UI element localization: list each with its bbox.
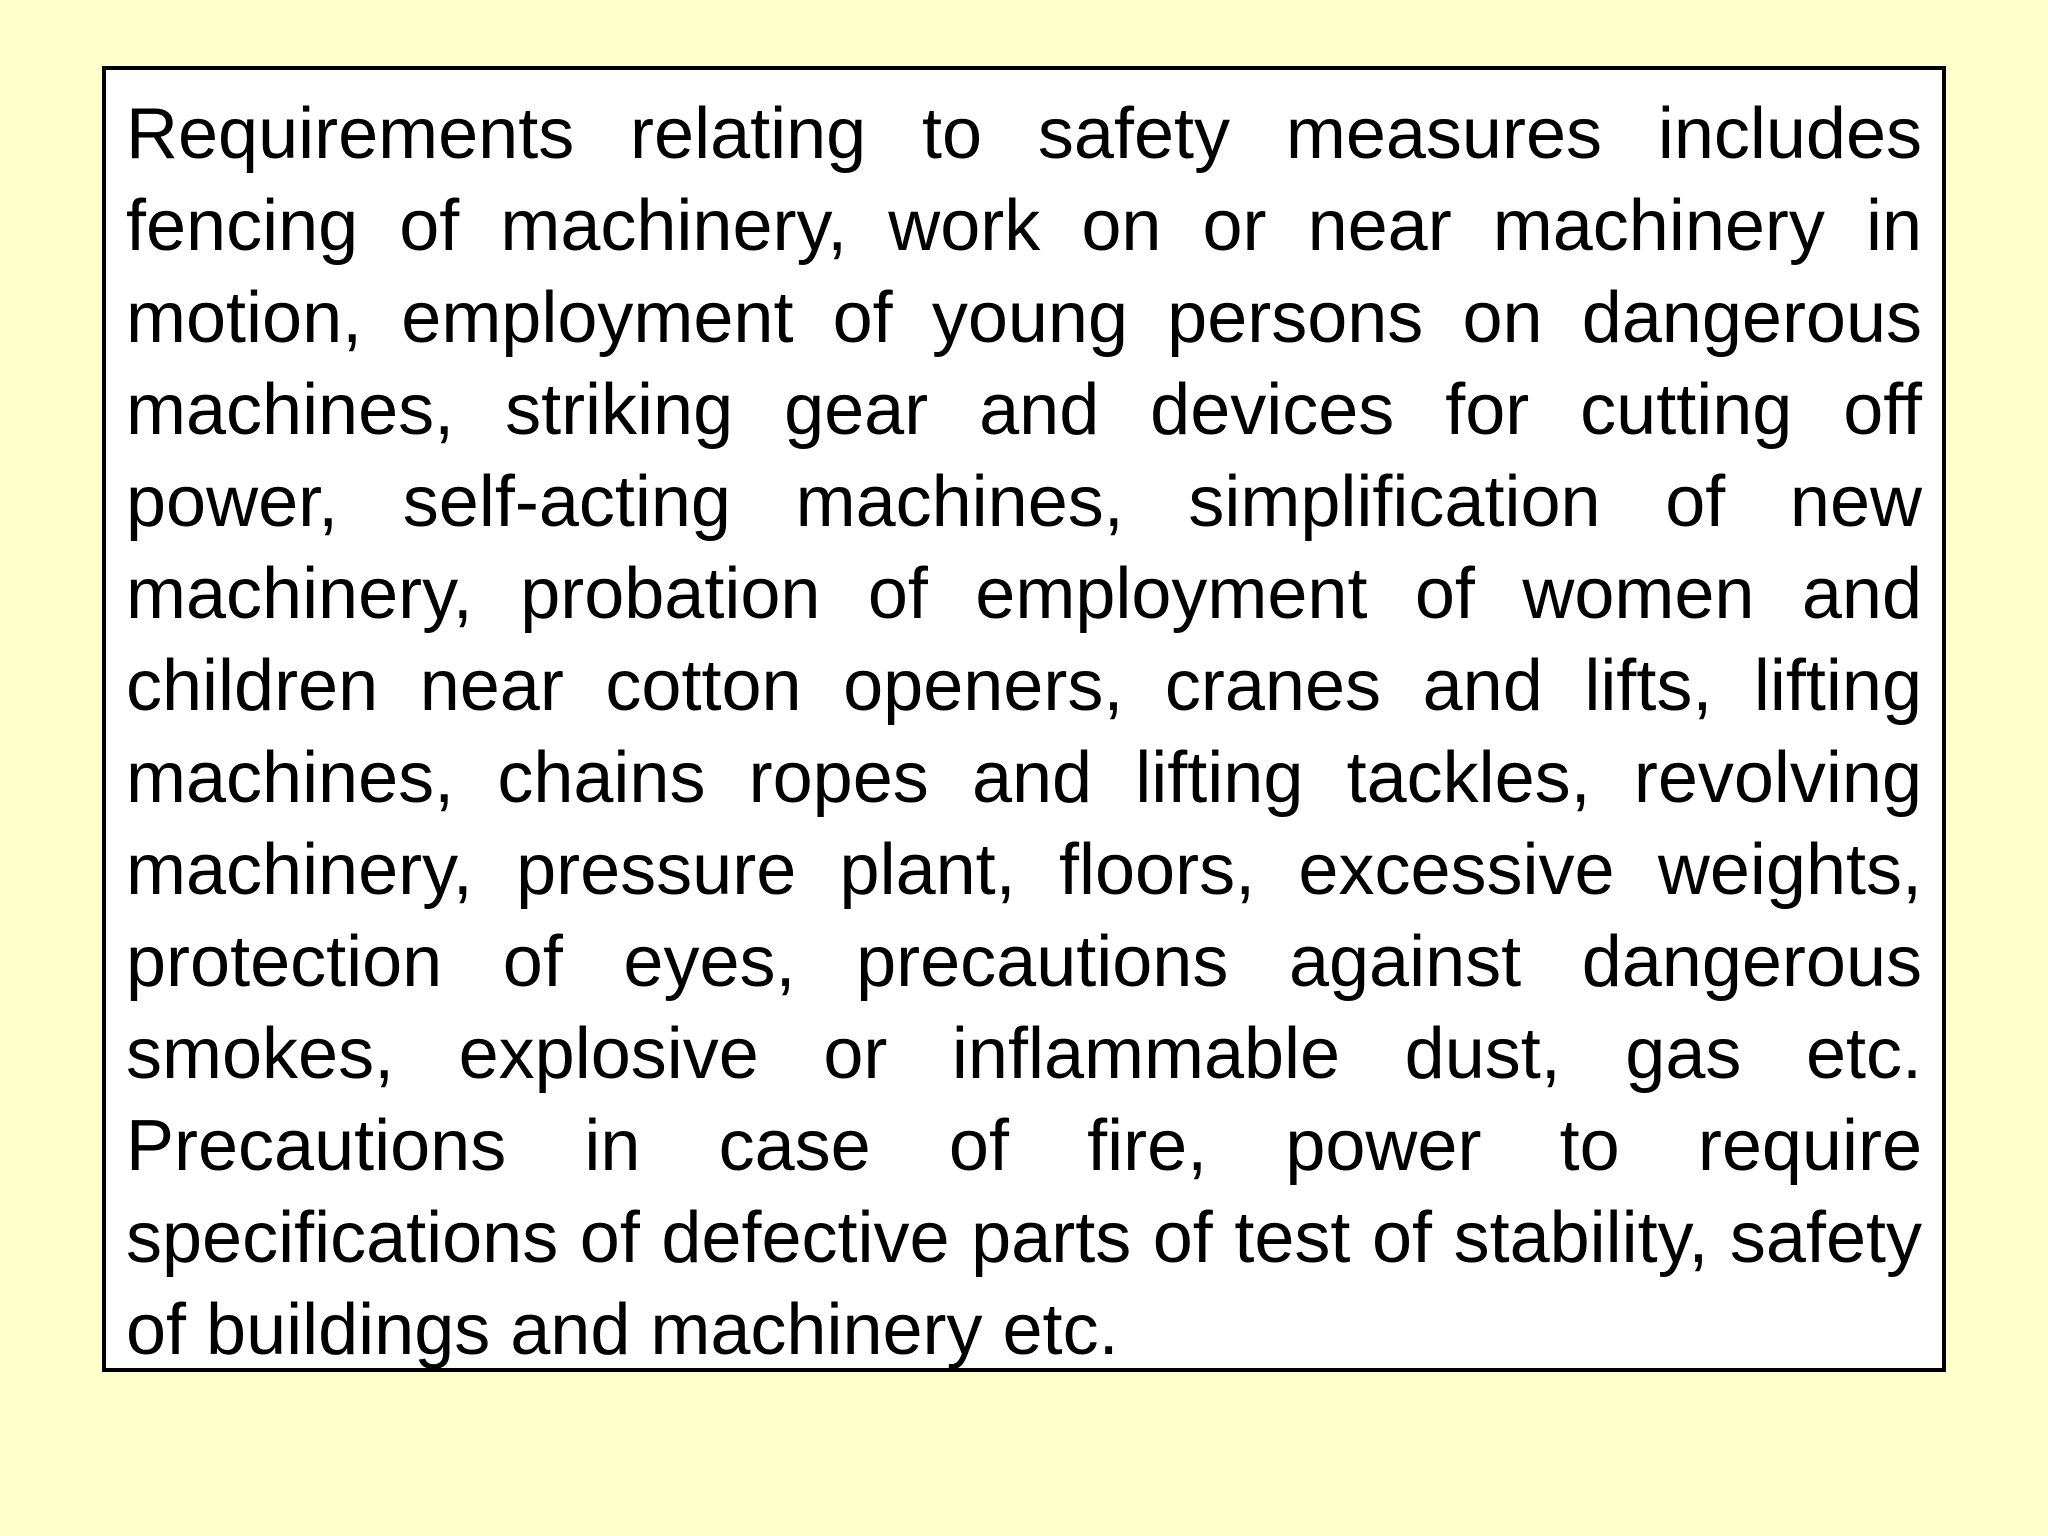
text-box: [102, 66, 1946, 1372]
body-paragraph: Requirements relating to safety measures includes fencing of machinery, work on or near machinery in motion, employment of young persons on dangerous machines, striking gear and devices for cutting off power, self-acting machines, simplification of new machinery, probation of employment of women and children near cotton openers, cranes and lifts, lifting machines, chains ropes and lifting tackles, revolving machinery, pressure plant, floors, excessive weights, protection of eyes, precautions against dangerous smokes, explosive or inflammable dust, gas etc. Precautions in case of fire, power to require specifications of defective parts of test of stability, safety of buildings and machinery etc.: [126, 94, 1922, 1370]
